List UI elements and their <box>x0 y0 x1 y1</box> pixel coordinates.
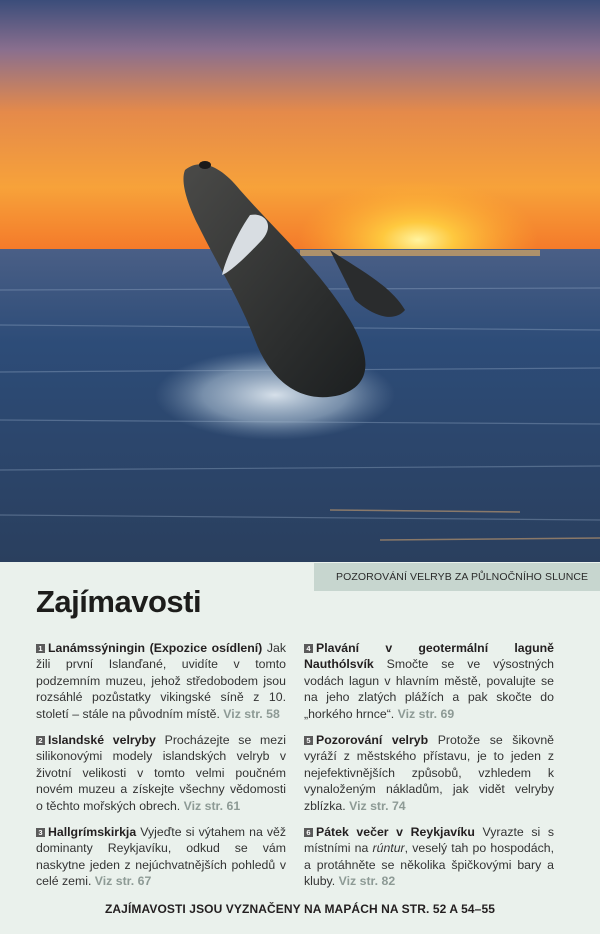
entry-number-badge: 4 <box>304 644 313 653</box>
entry-text: Vyrazte si s místními na <box>304 825 554 856</box>
page-reference: Viz str. 74 <box>349 798 406 813</box>
entry-number-badge: 2 <box>36 736 45 745</box>
entries-right-column <box>304 640 554 900</box>
entry-3 <box>36 824 286 890</box>
photo-caption: POZOROVÁNÍ VELRYB ZA PŮLNOČNÍHO SLUNCE <box>314 563 600 591</box>
entry-number-badge: 1 <box>36 644 45 653</box>
entry-title: Pátek večer v Reykjavíku <box>316 825 475 840</box>
page-reference: Viz str. 58 <box>223 706 280 721</box>
entry-text: , veselý tah po hospodách, a protáhněte se několika špičkovými bary a kluby. <box>304 841 555 889</box>
entry-title: Pozorování velryb <box>316 733 429 748</box>
entry-title: Lanámssýningin (Expozice osídlení) <box>48 641 263 655</box>
entry-text: Procházejte se mezi silikonovými modely islandských velryb v životní velikosti v tomto velmi poučném novém muzeu a získejte všechny vědomosti o těchto mořských obrech. <box>36 733 286 813</box>
entry-number-badge: 5 <box>304 736 313 745</box>
entry-1 <box>36 640 286 722</box>
entries-left-column <box>36 640 286 900</box>
page-reference: Viz str. 69 <box>397 706 455 721</box>
entry-number-badge: 6 <box>304 828 313 837</box>
page-reference: Viz str. 61 <box>183 798 241 813</box>
entry-title: Islandské velryby <box>48 733 156 748</box>
entry-number-badge: 3 <box>36 828 45 837</box>
map-reference-footer: ZAJÍMAVOSTI JSOU VYZNAČENY NA MAPÁCH NA STR. 52 A 54–55 <box>104 902 496 916</box>
entry-4 <box>304 640 554 722</box>
entry-text: Vyjeďte si výtahem na věž dominanty Reykjavíku, odkud se vám naskytne jeden z nejúchvatnějších pohledů v celé zemi. <box>36 825 286 889</box>
entry-text-italic: rúntur <box>372 841 405 856</box>
page-reference: Viz str. 67 <box>94 874 152 889</box>
entry-title: Hallgrímskirkja <box>48 825 137 840</box>
entry-2 <box>36 732 286 814</box>
entry-5 <box>304 732 554 814</box>
entry-text: Protože se šikovně vyráží z městského přístavu, je to jeden z nejefektivnějších způsobů, vzhledem k vynaloženým nákladům, jak vidět velryby zblízka. <box>304 733 554 813</box>
page-reference: Viz str. 82 <box>338 874 396 889</box>
entry-text: Smočte se ve výsostných vodách lagun v hlavním městě, povalujte se na jeho zlatých plážích a pak skočte do „horkého hrnce“. <box>304 657 554 721</box>
entry-6 <box>304 824 554 890</box>
page-title: Zajímavosti <box>36 584 202 619</box>
entry-text: Jak žili první Islanďané, uvidíte v tomto podzemním muzeu, jehož středobodem jsou rozsáhlé pozůstatky vikingské síně z 10. století – stále na původním místě. <box>36 641 286 721</box>
entry-title: Plavání v geotermální laguně Nauthólsvík <box>304 641 554 672</box>
